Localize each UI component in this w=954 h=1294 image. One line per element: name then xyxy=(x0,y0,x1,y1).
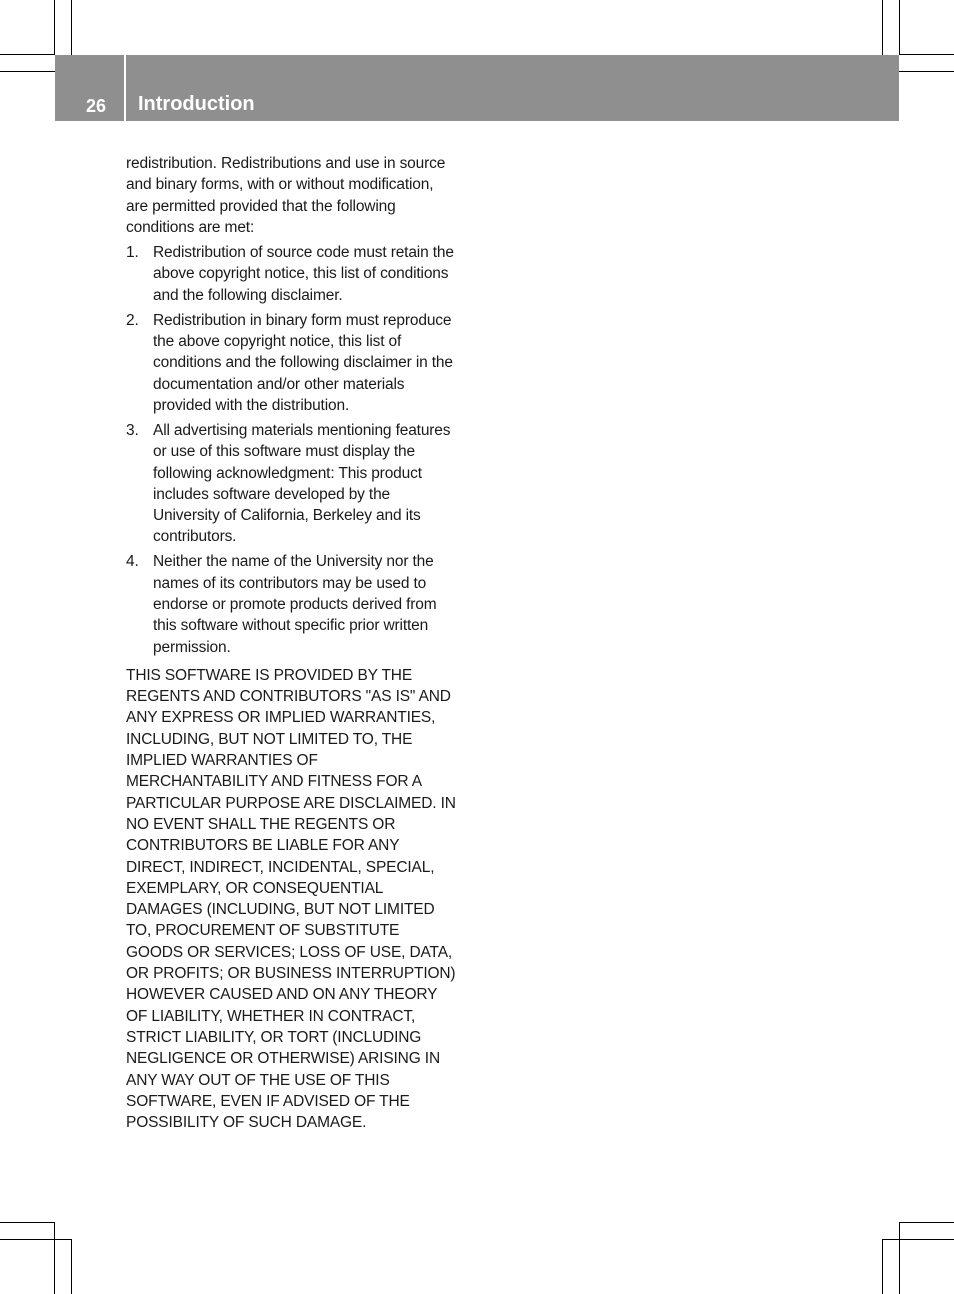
text-column xyxy=(126,153,458,1133)
crop-mark xyxy=(0,1239,72,1240)
list-item-text: Neither the name of the University nor the names of its contributors may be used to endorse or promote products derived from this software without specific prior written permission. xyxy=(153,553,437,656)
crop-mark xyxy=(882,1239,883,1294)
list-item xyxy=(126,551,458,657)
crop-mark xyxy=(0,54,55,55)
list-item-text: All advertising materials mentioning features or use of this software must display the following acknowledgment: This product includes software developed by the University of California, Berkeley and its contributors. xyxy=(153,421,451,546)
crop-mark xyxy=(899,71,954,72)
page-number: 26 xyxy=(86,96,107,116)
crop-mark xyxy=(882,1239,954,1240)
list-item-number: 1. xyxy=(126,244,139,262)
conditions-list xyxy=(126,242,458,658)
crop-mark xyxy=(899,1222,954,1223)
section-title: Introduction xyxy=(138,93,255,115)
crop-mark xyxy=(899,0,900,55)
list-item xyxy=(126,420,458,548)
list-item-number: 3. xyxy=(126,421,139,439)
list-item-number: 2. xyxy=(126,311,139,329)
crop-mark xyxy=(899,54,954,55)
list-item xyxy=(126,310,458,416)
crop-mark xyxy=(882,0,883,55)
crop-mark xyxy=(0,1222,55,1223)
crop-mark xyxy=(0,71,55,72)
crop-mark xyxy=(71,1239,72,1294)
intro-paragraph: redistribution. Redistributions and use in source and binary forms, with or without modification, are permitted provided that the following conditions are met: xyxy=(126,155,446,236)
crop-mark xyxy=(71,0,72,55)
list-item-text: Redistribution of source code must retain the above copyright notice, this list of conditions and the following disclaimer. xyxy=(153,244,454,304)
crop-mark xyxy=(54,1222,55,1294)
header-divider xyxy=(124,55,126,121)
list-item xyxy=(126,242,458,306)
disclaimer-paragraph: THIS SOFTWARE IS PROVIDED BY THE REGENTS AND CONTRIBUTORS "AS IS" AND ANY EXPRESS OR IMPLIED WARRANTIES, INCLUDING, BUT NOT LIMITED TO, THE IMPLIED WARRANTIES OF MERCHANTABILITY AND FITNESS FOR A PARTICULAR PURPOSE ARE DISCLAIMED. IN NO EVENT SHALL THE REGENTS OR CONTRIBUTORS BE LIABLE FOR ANY DIRECT, INDIRECT, INCIDENTAL, SPECIAL, EXEMPLARY, OR CONSEQUENTIAL DAMAGES (INCLUDING, BUT NOT LIMITED TO, PROCUREMENT OF SUBSTITUTE GOODS OR SERVICES; LOSS OF USE, DATA, OR PROFITS; OR BUSINESS INTERRUPTION) HOWEVER CAUSED AND ON ANY THEORY OF LIABILITY, WHETHER IN CONTRACT, STRICT LIABILITY, OR TORT (INCLUDING NEGLIGENCE OR OTHERWISE) ARISING IN ANY WAY OUT OF THE USE OF THIS SOFTWARE, EVEN IF ADVISED OF THE POSSIBILITY OF SUCH DAMAGE. xyxy=(126,666,456,1132)
crop-mark xyxy=(54,0,55,55)
crop-mark xyxy=(899,1222,900,1294)
list-item-number: 4. xyxy=(126,553,139,571)
list-item-text: Redistribution in binary form must reproduce the above copyright notice, this list of conditions and the following disclaimer in the documentation and/or other materials provided with the distribution. xyxy=(153,311,453,414)
